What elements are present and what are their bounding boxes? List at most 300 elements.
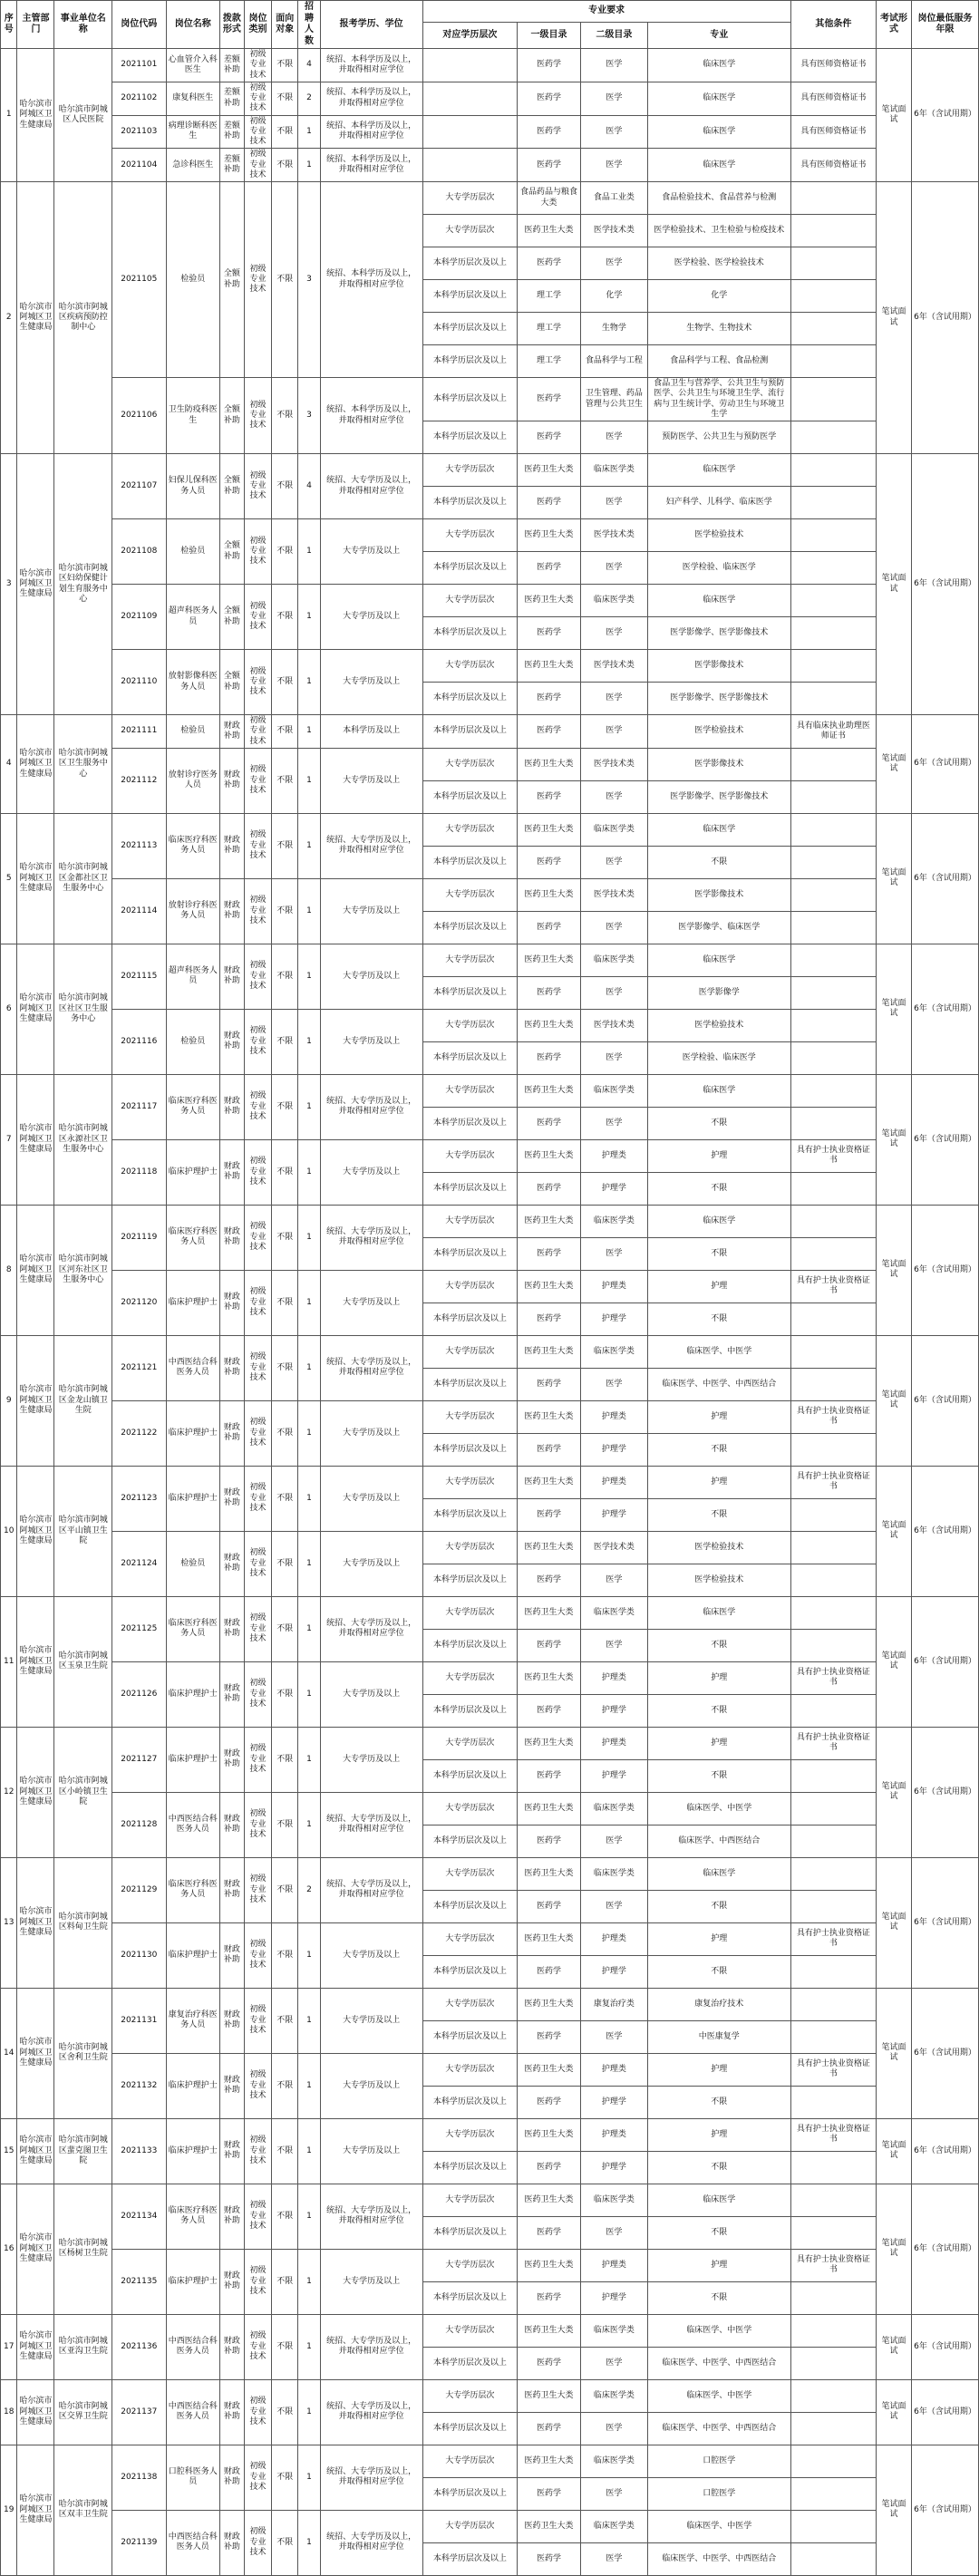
exam-cell: 笔试面试 <box>877 715 912 814</box>
count-cell: 1 <box>298 1792 321 1857</box>
count-cell: 1 <box>298 2053 321 2118</box>
target-cell: 不限 <box>272 1857 298 1922</box>
other-cell: 具有护士执业资格证书 <box>790 1139 876 1172</box>
level1-cell: 医药学 <box>518 1237 581 1270</box>
level1-cell: 医药学 <box>518 378 581 421</box>
level1-cell: 医药卫生大类 <box>518 1661 581 1694</box>
count-cell: 1 <box>298 748 321 813</box>
level2-cell: 护理学 <box>580 1433 647 1466</box>
post-name-cell: 心血管介入科医生 <box>166 49 219 82</box>
major-level-cell: 大专学历层次 <box>422 585 518 617</box>
level2-cell: 临床医学类 <box>580 2445 647 2477</box>
category-cell: 初级专业技术 <box>244 378 272 454</box>
funding-cell: 财政补助 <box>220 1857 245 1922</box>
level2-cell: 医学 <box>580 2216 647 2249</box>
other-cell <box>790 1825 876 1857</box>
target-cell: 不限 <box>272 49 298 82</box>
dept-cell: 哈尔滨市阿城区卫生健康局 <box>17 2118 54 2184</box>
category-cell: 初级专业技术 <box>244 1270 272 1335</box>
other-cell <box>790 1074 876 1107</box>
count-cell: 1 <box>298 715 321 749</box>
major-level-cell <box>422 115 518 149</box>
code-cell: 2021130 <box>112 1922 166 1988</box>
major-level-cell: 本科学历层次及以上 <box>422 1237 518 1270</box>
major-cell: 医学检验技术 <box>647 1531 790 1564</box>
count-cell: 1 <box>298 2118 321 2184</box>
other-cell <box>790 2184 876 2216</box>
header-category: 岗位类别 <box>244 1 272 49</box>
dept-cell: 哈尔滨市阿城区卫生健康局 <box>17 1205 54 1335</box>
major-cell: 不限 <box>647 2086 790 2118</box>
major-level-cell: 大专学历层次 <box>422 2184 518 2216</box>
level2-cell: 临床医学类 <box>580 1205 647 1237</box>
term-cell: 6年（含试用期） <box>912 49 979 182</box>
target-cell: 不限 <box>272 2314 298 2379</box>
category-cell: 初级专业技术 <box>244 1727 272 1792</box>
education-cell: 本科学历及以上 <box>320 715 422 749</box>
code-cell: 2021126 <box>112 1661 166 1727</box>
level1-cell: 医药学 <box>518 1629 581 1661</box>
major-level-cell: 本科学历层次及以上 <box>422 313 518 345</box>
exam-cell: 笔试面试 <box>877 1857 912 1988</box>
seq-cell: 14 <box>1 1988 17 2118</box>
other-cell <box>790 2412 876 2445</box>
level2-cell: 医学 <box>580 247 647 280</box>
count-cell: 1 <box>298 2314 321 2379</box>
count-cell: 1 <box>298 1531 321 1596</box>
major-cell: 食品卫生与营养学、公共卫生与预防医学、公共卫生与环境卫生学、流行病与卫生统计学、劳动卫生与环境卫生学 <box>647 378 790 421</box>
level2-cell: 医学 <box>580 552 647 585</box>
post-name-cell: 检验员 <box>166 1531 219 1596</box>
level1-cell: 医药卫生大类 <box>518 1270 581 1303</box>
major-cell: 不限 <box>647 1759 790 1792</box>
exam-cell: 笔试面试 <box>877 944 912 1074</box>
major-cell: 护理 <box>647 1139 790 1172</box>
table-row <box>1 1727 979 1759</box>
target-cell: 不限 <box>272 2510 298 2575</box>
dept-cell: 哈尔滨市阿城区卫生健康局 <box>17 1335 54 1466</box>
major-cell: 临床医学 <box>647 115 790 149</box>
exam-cell: 笔试面试 <box>877 2314 912 2379</box>
exam-cell: 笔试面试 <box>877 1596 912 1727</box>
other-cell <box>790 215 876 247</box>
other-cell <box>790 1205 876 1237</box>
dept-cell: 哈尔滨市阿城区卫生健康局 <box>17 2314 54 2379</box>
education-cell: 统招、大专学历及以上，并取得相对应学位 <box>320 2184 422 2249</box>
level1-cell: 医药学 <box>518 1890 581 1922</box>
level1-cell: 医药卫生大类 <box>518 585 581 617</box>
funding-cell: 财政补助 <box>220 2053 245 2118</box>
category-cell: 初级专业技术 <box>244 813 272 878</box>
major-level-cell: 本科学历层次及以上 <box>422 2020 518 2053</box>
post-name-cell: 中西医结合科医务人员 <box>166 1792 219 1857</box>
major-cell: 护理 <box>647 1922 790 1955</box>
code-cell: 2021136 <box>112 2314 166 2379</box>
level1-cell: 医药卫生大类 <box>518 813 581 846</box>
level2-cell: 医学 <box>580 115 647 149</box>
level2-cell: 医学 <box>580 1237 647 1270</box>
major-cell: 不限 <box>647 1498 790 1531</box>
education-cell: 统招、大专学历及以上，并取得相对应学位 <box>320 2379 422 2445</box>
funding-cell: 财政补助 <box>220 1661 245 1727</box>
major-level-cell: 本科学历层次及以上 <box>422 2477 518 2510</box>
count-cell: 2 <box>298 82 321 115</box>
other-cell <box>790 1759 876 1792</box>
major-level-cell: 本科学历层次及以上 <box>422 780 518 813</box>
category-cell: 初级专业技术 <box>244 2445 272 2510</box>
other-cell: 具有护士执业资格证书 <box>790 2118 876 2151</box>
funding-cell: 财政补助 <box>220 1009 245 1074</box>
major-cell: 临床医学、中西医结合 <box>647 1825 790 1857</box>
seq-cell: 18 <box>1 2379 17 2445</box>
unit-cell: 哈尔滨市阿城区金龙山镇卫生院 <box>54 1335 112 1466</box>
level2-cell: 医学 <box>580 2412 647 2445</box>
education-cell: 统招、大专学历及以上，并取得相对应学位 <box>320 1596 422 1661</box>
level1-cell: 理工学 <box>518 313 581 345</box>
table-body <box>1 49 979 2576</box>
major-level-cell: 大专学历层次 <box>422 2510 518 2542</box>
level2-cell: 临床医学类 <box>580 2510 647 2542</box>
code-cell: 2021117 <box>112 1074 166 1139</box>
code-cell: 2021114 <box>112 878 166 944</box>
seq-cell: 10 <box>1 1466 17 1596</box>
term-cell: 6年（含试用期） <box>912 2314 979 2379</box>
table-row <box>1 1466 979 1498</box>
other-cell <box>790 2151 876 2184</box>
seq-cell: 4 <box>1 715 17 814</box>
level1-cell: 医药卫生大类 <box>518 2445 581 2477</box>
major-level-cell: 大专学历层次 <box>422 1466 518 1498</box>
category-cell: 初级专业技术 <box>244 82 272 115</box>
post-name-cell: 临床医疗科医务人员 <box>166 1596 219 1661</box>
major-cell: 临床医学 <box>647 454 790 487</box>
table-row <box>1 650 979 683</box>
level1-cell: 医药卫生大类 <box>518 1727 581 1759</box>
education-cell: 大专学历及以上 <box>320 650 422 715</box>
category-cell: 初级专业技术 <box>244 2379 272 2445</box>
category-cell: 初级专业技术 <box>244 1857 272 1922</box>
other-cell <box>790 378 876 421</box>
other-cell <box>790 552 876 585</box>
level1-cell: 医药卫生大类 <box>518 1988 581 2020</box>
target-cell: 不限 <box>272 378 298 454</box>
major-level-cell: 大专学历层次 <box>422 1400 518 1433</box>
funding-cell: 财政补助 <box>220 2510 245 2575</box>
level1-cell: 医药学 <box>518 715 581 749</box>
major-level-cell: 大专学历层次 <box>422 1988 518 2020</box>
dept-cell: 哈尔滨市阿城区卫生健康局 <box>17 944 54 1074</box>
level2-cell: 食品科学与工程 <box>580 345 647 378</box>
major-level-cell: 本科学历层次及以上 <box>422 1303 518 1335</box>
seq-cell: 7 <box>1 1074 17 1205</box>
code-cell: 2021116 <box>112 1009 166 1074</box>
funding-cell: 财政补助 <box>220 2184 245 2249</box>
major-level-cell: 大专学历层次 <box>422 2314 518 2347</box>
major-level-cell: 本科学历层次及以上 <box>422 617 518 650</box>
post-name-cell: 临床护理护士 <box>166 1922 219 1988</box>
level2-cell: 医学 <box>580 1564 647 1596</box>
major-level-cell: 大专学历层次 <box>422 1857 518 1890</box>
exam-cell: 笔试面试 <box>877 1205 912 1335</box>
education-cell: 统招、大专学历及以上，并取得相对应学位 <box>320 454 422 519</box>
level1-cell: 医药卫生大类 <box>518 1009 581 1041</box>
target-cell: 不限 <box>272 115 298 149</box>
unit-cell: 哈尔滨市阿城区杨树卫生院 <box>54 2184 112 2314</box>
major-cell: 医学影像学、医学影像技术 <box>647 617 790 650</box>
other-cell <box>790 1857 876 1890</box>
header-level1: 一级目录 <box>518 23 581 49</box>
category-cell: 初级专业技术 <box>244 2118 272 2184</box>
level2-cell: 护理类 <box>580 1139 647 1172</box>
other-cell <box>790 487 876 519</box>
education-cell: 大专学历及以上 <box>320 585 422 650</box>
major-level-cell: 大专学历层次 <box>422 2379 518 2412</box>
header-name: 岗位名称 <box>166 1 219 49</box>
count-cell: 3 <box>298 182 321 378</box>
post-name-cell: 临床护理护士 <box>166 2053 219 2118</box>
education-cell: 大专学历及以上 <box>320 1661 422 1727</box>
table-row <box>1 1596 979 1629</box>
other-cell <box>790 1988 876 2020</box>
major-level-cell: 本科学历层次及以上 <box>422 1564 518 1596</box>
header-exam: 考试形式 <box>877 1 912 49</box>
other-cell <box>790 2281 876 2314</box>
major-cell: 护理 <box>647 1661 790 1694</box>
dept-cell: 哈尔滨市阿城区卫生健康局 <box>17 2184 54 2314</box>
level1-cell: 医药卫生大类 <box>518 2314 581 2347</box>
other-cell <box>790 1303 876 1335</box>
level2-cell: 医学技术类 <box>580 878 647 911</box>
level2-cell: 医学 <box>580 2477 647 2510</box>
funding-cell: 财政补助 <box>220 1466 245 1531</box>
education-cell: 大专学历及以上 <box>320 2249 422 2314</box>
other-cell <box>790 2216 876 2249</box>
major-cell: 临床医学 <box>647 944 790 976</box>
target-cell: 不限 <box>272 1335 298 1400</box>
level2-cell: 临床医学类 <box>580 1792 647 1825</box>
major-level-cell: 本科学历层次及以上 <box>422 1890 518 1922</box>
other-cell <box>790 748 876 780</box>
level2-cell: 医学 <box>580 2020 647 2053</box>
other-cell <box>790 650 876 683</box>
major-level-cell: 本科学历层次及以上 <box>422 280 518 313</box>
table-row <box>1 944 979 976</box>
code-cell: 2021109 <box>112 585 166 650</box>
major-cell: 临床医学、中医学 <box>647 2314 790 2347</box>
target-cell: 不限 <box>272 519 298 585</box>
header-major-level: 对应学历层次 <box>422 23 518 49</box>
funding-cell: 全额补助 <box>220 182 245 378</box>
post-name-cell: 放射诊疗医务人员 <box>166 748 219 813</box>
count-cell: 1 <box>298 1074 321 1139</box>
major-cell: 医学检验、临床医学 <box>647 1041 790 1074</box>
level1-cell: 医药卫生大类 <box>518 1857 581 1890</box>
exam-cell: 笔试面试 <box>877 2118 912 2184</box>
table-row <box>1 1661 979 1694</box>
level2-cell: 医学技术类 <box>580 519 647 552</box>
level2-cell: 护理类 <box>580 1400 647 1433</box>
education-cell: 统招、大专学历及以上，并取得相对应学位 <box>320 1074 422 1139</box>
target-cell: 不限 <box>272 1922 298 1988</box>
education-cell: 统招、大专学历及以上，并取得相对应学位 <box>320 813 422 878</box>
education-cell: 统招、本科学历及以上，并取得相对应学位 <box>320 378 422 454</box>
other-cell <box>790 345 876 378</box>
level1-cell: 医药卫生大类 <box>518 1922 581 1955</box>
level1-cell: 医药卫生大类 <box>518 1205 581 1237</box>
seq-cell: 5 <box>1 813 17 944</box>
code-cell: 2021139 <box>112 2510 166 2575</box>
funding-cell: 全额补助 <box>220 519 245 585</box>
major-cell: 护理 <box>647 1270 790 1303</box>
dept-cell: 哈尔滨市阿城区卫生健康局 <box>17 813 54 944</box>
major-cell: 临床医学 <box>647 1857 790 1890</box>
other-cell <box>790 1335 876 1368</box>
term-cell: 6年（含试用期） <box>912 715 979 814</box>
other-cell <box>790 617 876 650</box>
level1-cell: 医药卫生大类 <box>518 1466 581 1498</box>
level1-cell: 医药卫生大类 <box>518 944 581 976</box>
unit-cell: 哈尔滨市阿城区河东社区卫生服务中心 <box>54 1205 112 1335</box>
major-level-cell: 大专学历层次 <box>422 1270 518 1303</box>
post-name-cell: 中西医结合科医务人员 <box>166 2379 219 2445</box>
major-cell: 临床医学、中医学、中西医结合 <box>647 2412 790 2445</box>
level2-cell: 卫生管理、药品管理与公共卫生 <box>580 378 647 421</box>
level2-cell: 护理学 <box>580 1172 647 1205</box>
major-level-cell: 本科学历层次及以上 <box>422 683 518 715</box>
seq-cell: 13 <box>1 1857 17 1988</box>
exam-cell: 笔试面试 <box>877 49 912 182</box>
major-level-cell: 本科学历层次及以上 <box>422 2542 518 2575</box>
post-name-cell: 临床医疗科医务人员 <box>166 1074 219 1139</box>
level1-cell: 医药卫生大类 <box>518 2184 581 2216</box>
other-cell: 具有护士执业资格证书 <box>790 1400 876 1433</box>
education-cell: 统招、大专学历及以上，并取得相对应学位 <box>320 2445 422 2510</box>
unit-cell: 哈尔滨市阿城区亚沟卫生院 <box>54 2314 112 2379</box>
other-cell: 具有护士执业资格证书 <box>790 1466 876 1498</box>
level2-cell: 医学 <box>580 1368 647 1400</box>
major-cell: 不限 <box>647 1107 790 1139</box>
major-cell: 临床医学、中医学、中西医结合 <box>647 2347 790 2379</box>
category-cell: 初级专业技术 <box>244 748 272 813</box>
other-cell <box>790 1172 876 1205</box>
category-cell: 初级专业技术 <box>244 2314 272 2379</box>
funding-cell: 财政补助 <box>220 1727 245 1792</box>
education-cell: 统招、大专学历及以上，并取得相对应学位 <box>320 2510 422 2575</box>
other-cell <box>790 313 876 345</box>
count-cell: 1 <box>298 519 321 585</box>
table-row <box>1 878 979 911</box>
count-cell: 1 <box>298 1400 321 1466</box>
header-education: 报考学历、学位 <box>320 1 422 49</box>
category-cell: 初级专业技术 <box>244 149 272 182</box>
major-cell: 临床医学、中医学 <box>647 2379 790 2412</box>
level2-cell: 护理类 <box>580 1466 647 1498</box>
major-level-cell <box>422 149 518 182</box>
major-cell: 医学影像技术 <box>647 878 790 911</box>
code-cell: 2021127 <box>112 1727 166 1792</box>
table-row <box>1 2184 979 2216</box>
dept-cell: 哈尔滨市阿城区卫生健康局 <box>17 1074 54 1205</box>
education-cell: 统招、大专学历及以上，并取得相对应学位 <box>320 1857 422 1922</box>
code-cell: 2021102 <box>112 82 166 115</box>
funding-cell: 财政补助 <box>220 1922 245 1988</box>
education-cell: 统招、大专学历及以上，并取得相对应学位 <box>320 2314 422 2379</box>
level1-cell: 医药学 <box>518 2151 581 2184</box>
post-name-cell: 放射影像科医务人员 <box>166 650 219 715</box>
education-cell: 统招、本科学历及以上，并取得相对应学位 <box>320 82 422 115</box>
major-cell: 医学检验技术 <box>647 1564 790 1596</box>
code-cell: 2021137 <box>112 2379 166 2445</box>
major-cell: 康复治疗技术 <box>647 1988 790 2020</box>
term-cell: 6年（含试用期） <box>912 454 979 715</box>
exam-cell: 笔试面试 <box>877 2445 912 2575</box>
level1-cell: 医药学 <box>518 1825 581 1857</box>
major-level-cell: 大专学历层次 <box>422 813 518 846</box>
header-dept: 主管部门 <box>17 1 54 49</box>
seq-cell: 6 <box>1 944 17 1074</box>
other-cell <box>790 2445 876 2477</box>
major-cell: 临床医学 <box>647 1596 790 1629</box>
code-cell: 2021133 <box>112 2118 166 2184</box>
category-cell: 初级专业技术 <box>244 115 272 149</box>
other-cell <box>790 780 876 813</box>
seq-cell: 16 <box>1 2184 17 2314</box>
major-level-cell: 本科学历层次及以上 <box>422 2347 518 2379</box>
level2-cell: 医学 <box>580 487 647 519</box>
unit-cell: 哈尔滨市阿城区料甸卫生院 <box>54 1857 112 1988</box>
count-cell: 4 <box>298 454 321 519</box>
level1-cell: 医药卫生大类 <box>518 1596 581 1629</box>
category-cell: 初级专业技术 <box>244 944 272 1009</box>
major-cell: 不限 <box>647 1303 790 1335</box>
term-cell: 6年（含试用期） <box>912 1466 979 1596</box>
unit-cell: 哈尔滨市阿城区社区卫生服务中心 <box>54 944 112 1074</box>
level1-cell: 医药学 <box>518 2347 581 2379</box>
level2-cell: 临床医学类 <box>580 585 647 617</box>
post-name-cell: 临床护理护士 <box>166 1139 219 1205</box>
table-row <box>1 2510 979 2542</box>
unit-cell: 哈尔滨市阿城区玉泉卫生院 <box>54 1596 112 1727</box>
major-level-cell: 本科学历层次及以上 <box>422 1955 518 1988</box>
major-cell: 不限 <box>647 1237 790 1270</box>
education-cell: 大专学历及以上 <box>320 1400 422 1466</box>
major-level-cell: 大专学历层次 <box>422 748 518 780</box>
term-cell: 6年（含试用期） <box>912 1335 979 1466</box>
other-cell <box>790 247 876 280</box>
level2-cell: 医学 <box>580 846 647 878</box>
count-cell: 1 <box>298 1661 321 1727</box>
major-cell: 不限 <box>647 2151 790 2184</box>
education-cell: 统招、本科学历及以上，并取得相对应学位 <box>320 49 422 82</box>
major-level-cell: 本科学历层次及以上 <box>422 1629 518 1661</box>
code-cell: 2021124 <box>112 1531 166 1596</box>
seq-cell: 17 <box>1 2314 17 2379</box>
code-cell: 2021121 <box>112 1335 166 1400</box>
education-cell: 大专学历及以上 <box>320 1531 422 1596</box>
level1-cell: 医药学 <box>518 421 581 454</box>
target-cell: 不限 <box>272 715 298 749</box>
level2-cell: 临床医学类 <box>580 1074 647 1107</box>
code-cell: 2021106 <box>112 378 166 454</box>
education-cell: 统招、大专学历及以上，并取得相对应学位 <box>320 1335 422 1400</box>
major-cell: 不限 <box>647 1172 790 1205</box>
post-name-cell: 临床医疗科医务人员 <box>166 2184 219 2249</box>
funding-cell: 全额补助 <box>220 378 245 454</box>
count-cell: 1 <box>298 2510 321 2575</box>
education-cell: 统招、本科学历及以上，并取得相对应学位 <box>320 115 422 149</box>
funding-cell: 财政补助 <box>220 748 245 813</box>
education-cell: 大专学历及以上 <box>320 2118 422 2184</box>
